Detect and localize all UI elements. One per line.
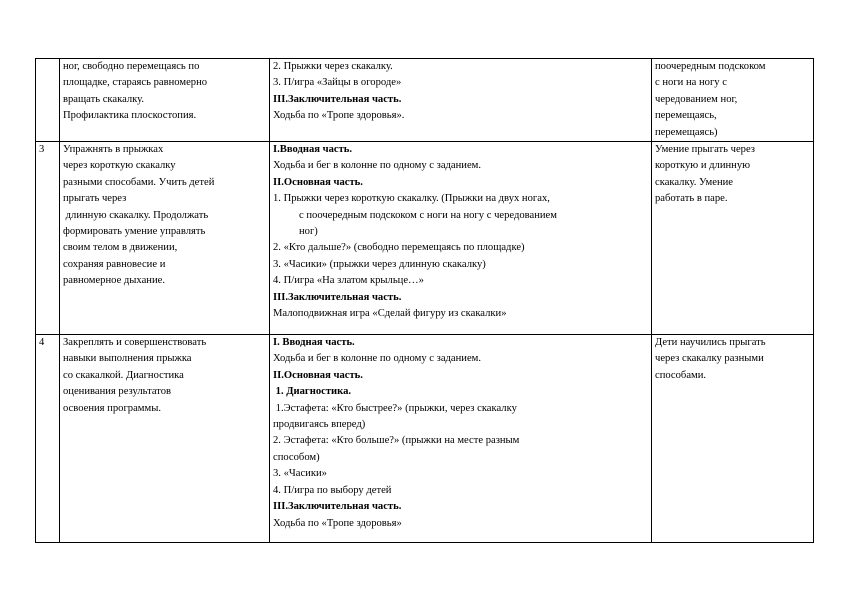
result-text-line: скакалку. Умение (655, 176, 734, 188)
result-text-line: короткую и длинную (655, 160, 751, 172)
diagnostics-heading: 1. Диагностика. (273, 386, 352, 398)
result-text-line: поочередным подскоком (655, 61, 766, 72)
content-list-item: 4. П/игра «На златом крыльце…» (273, 275, 424, 287)
content-text-line: Ходьба и бег в колонне по одному с заданием. (273, 353, 482, 365)
section-heading-main: II.Основная часть. (273, 369, 363, 381)
result-cell (652, 335, 814, 543)
goal-cell (60, 59, 270, 142)
result-cell (652, 59, 814, 142)
content-text-line: Ходьба по «Тропе здоровья» (273, 517, 402, 529)
result-text-line: с ноги на ногу с (655, 77, 727, 89)
result-text-line: способами. (655, 369, 707, 381)
content-cell (270, 142, 652, 335)
content-list-item: 1. Прыжки через короткую скакалку. (Прыжки на двух ногах, (273, 193, 550, 205)
content-text-line: 2. Прыжки через скакалку. (273, 61, 393, 72)
row-number-cell (36, 59, 60, 142)
content-text-line: Ходьба и бег в колонне по одному с заданием. (273, 160, 482, 172)
goal-text-line: освоения программы. (63, 402, 161, 414)
result-text-line: работать в паре. (655, 193, 728, 205)
table-row (36, 335, 814, 543)
goal-text-line: Закреплять и совершенствовать (63, 337, 207, 349)
content-list-item: 3. «Часики» (прыжки через длинную скакалку) (273, 258, 486, 270)
result-cell (652, 142, 814, 335)
table-row (36, 142, 814, 335)
goal-text-line: своим телом в движении, (63, 242, 178, 254)
content-list-item-continuation: продвигаясь вперед) (273, 419, 366, 431)
goal-text-line: длинную скакалку. Продолжать (63, 209, 209, 221)
result-text-line: перемещаясь, (655, 110, 717, 122)
content-list-item: 2. «Кто дальше?» (свободно перемещаясь по площадке) (273, 242, 525, 254)
result-text-line: через скакалку разными (655, 353, 764, 365)
goal-text-line: навыки выполнения прыжка (63, 353, 192, 365)
content-list-item: 1.Эстафета: «Кто быстрее?» (прыжки, через скакалку (273, 402, 517, 414)
result-text-line: Умение прыгать через (655, 144, 755, 156)
row-number: 4 (39, 337, 45, 349)
section-heading-intro: I. Вводная часть. (273, 337, 355, 349)
content-list-item-continuation: способом) (273, 451, 320, 463)
goal-text-line: оценивания результатов (63, 386, 172, 398)
row-number-cell (36, 335, 60, 543)
goal-text-line: Профилактика плоскостопия. (63, 110, 197, 122)
goal-text-line: формировать умение управлять (63, 226, 206, 238)
goal-text-line: ног, свободно перемещаясь по (63, 61, 200, 72)
goal-text-line: через короткую скакалку (63, 160, 176, 172)
result-text-line: перемещаясь) (655, 126, 718, 138)
goal-cell (60, 142, 270, 335)
row-number: 3 (39, 144, 45, 156)
content-list-item: 4. П/игра по выбору детей (273, 484, 392, 496)
result-text-line: чередованием ног, (655, 93, 738, 105)
section-heading-final: III.Заключительная часть. (273, 93, 402, 105)
goal-text-line: Упражнять в прыжках (63, 144, 164, 156)
goal-text-line: сохраняя равновесие и (63, 258, 166, 270)
section-heading-intro: I.Вводная часть. (273, 144, 353, 156)
content-text-line: Ходьба по «Тропе здоровья». (273, 110, 405, 122)
section-heading-final: III.Заключительная часть. (273, 501, 402, 513)
content-text-line: Малоподвижная игра «Сделай фигуру из скакалки» (273, 308, 507, 320)
section-heading-final: III.Заключительная часть. (273, 291, 402, 303)
goal-text-line: разными способами. Учить детей (63, 176, 215, 188)
content-list-item-continuation: с поочередным подскоком с ноги на ногу с чередованием (299, 209, 557, 221)
content-list-item: 3. «Часики» (273, 468, 327, 480)
section-heading-main: II.Основная часть. (273, 176, 363, 188)
lesson-plan-table (35, 58, 814, 543)
table-row (36, 59, 814, 142)
content-text-line: 3. П/игра «Зайцы в огороде» (273, 77, 402, 89)
row-number-cell (36, 142, 60, 335)
content-list-item: 2. Эстафета: «Кто больше?» (прыжки на месте разным (273, 435, 520, 447)
goal-cell (60, 335, 270, 543)
goal-text-line: прыгать через (63, 193, 127, 205)
goal-text-line: равномерное дыхание. (63, 275, 165, 287)
result-text-line: Дети научились прыгать (655, 337, 766, 349)
content-cell (270, 59, 652, 142)
goal-text-line: со скакалкой. Диагностика (63, 369, 184, 381)
content-list-item-continuation: ног) (299, 226, 318, 238)
content-cell (270, 335, 652, 543)
goal-text-line: вращать скакалку. (63, 93, 145, 105)
goal-text-line: площадке, стараясь равномерно (63, 77, 208, 89)
